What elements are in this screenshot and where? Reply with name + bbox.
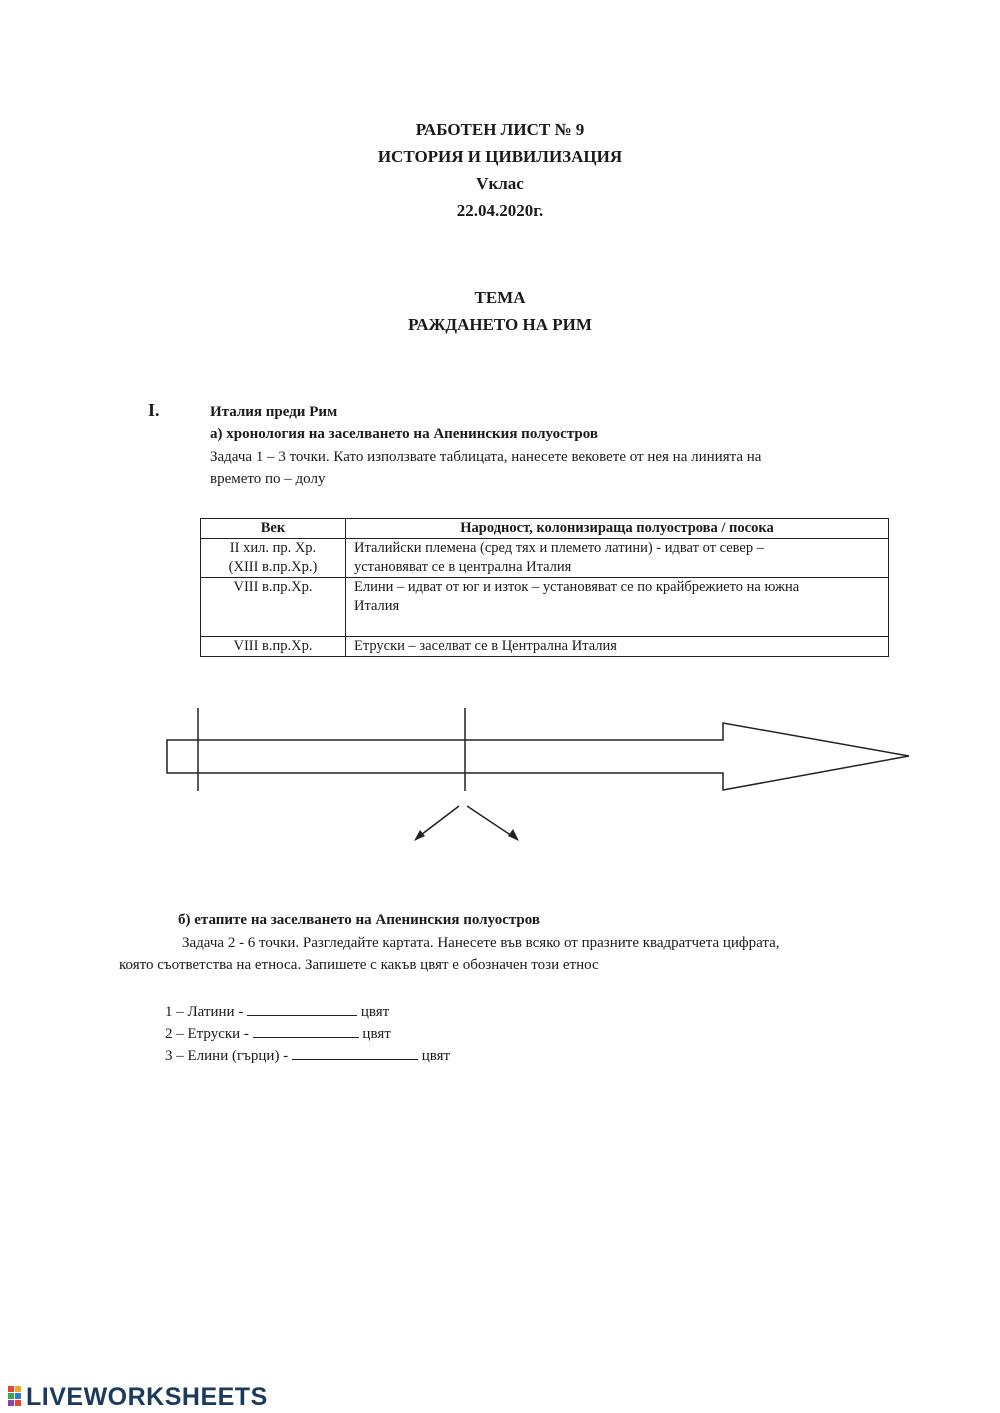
answer-label: 3 – Елини (гърци) -	[165, 1048, 292, 1064]
table-header-row	[201, 519, 889, 539]
answer-label: 2 – Етруски -	[165, 1026, 253, 1042]
answer-line-latini	[165, 1001, 389, 1021]
task1-text-line1: Задача 1 – 3 точки. Като използвате таблицата, нанесете вековете от нея на линията на	[210, 449, 762, 465]
timeline-arrow	[167, 723, 909, 790]
table-row	[201, 539, 889, 578]
answer-suffix: цвят	[417, 1048, 451, 1064]
answer-blank[interactable]	[253, 1023, 359, 1038]
chronology-table	[200, 518, 889, 657]
subsection-a-heading: а) хронология на заселването на Апенинския полуостров	[210, 426, 598, 442]
task2-text-line2: която съответства на етноса. Запишете с какъв цвят е обозначен този етнос	[119, 957, 599, 973]
people-cell	[346, 578, 889, 637]
century-text: (XIII в.пр.Хр.)	[228, 559, 318, 575]
section-numeral: I.	[148, 400, 160, 420]
answer-line-etruscans	[165, 1023, 391, 1043]
century-cell	[201, 578, 346, 637]
task1-text-line2: времето по – долу	[210, 471, 326, 487]
worksheet-number: РАБОТЕН ЛИСТ № 9	[415, 120, 585, 139]
people-text: Италия	[354, 598, 400, 614]
task2-text-line1: Задача 2 - 6 точки. Разгледайте картата. Нанесете във всяко от празните квадратчета цифрата,	[182, 935, 780, 951]
subsection-b-heading: б) етапите на заселването на Апенинския полуостров	[178, 912, 540, 928]
branch-arrow-right	[467, 806, 515, 838]
people-cell	[346, 637, 889, 657]
century-text: VIII в.пр.Хр.	[233, 579, 313, 595]
branch-arrowhead-left	[414, 830, 425, 841]
answer-suffix: цвят	[357, 1004, 390, 1020]
date-label: 22.04.2020г.	[456, 201, 544, 220]
answer-suffix: цвят	[358, 1026, 391, 1042]
people-text: Елини – идват от юг и изток – установяват се по крайбрежието на южна	[354, 579, 800, 595]
topic-label: ТЕМА	[474, 288, 526, 307]
topic-title: РАЖДАНЕТО НА РИМ	[408, 315, 592, 334]
century-text: VIII в.пр.Хр.	[233, 638, 313, 654]
subject-title: ИСТОРИЯ И ЦИВИЛИЗАЦИЯ	[377, 147, 623, 166]
people-cell	[346, 539, 889, 578]
answer-blank[interactable]	[292, 1045, 418, 1060]
grade-label: Vклас	[476, 174, 524, 193]
people-text: Етруски – заселват се в Централна Италия	[354, 638, 617, 654]
answer-label: 1 – Латини -	[165, 1004, 248, 1020]
answer-blank[interactable]	[247, 1001, 357, 1016]
column-header-people: Народност, колонизираща полуострова / посока	[346, 519, 889, 539]
liveworksheets-logo-text[interactable]: LIVEWORKSHEETS	[26, 1383, 268, 1411]
century-cell	[201, 539, 346, 578]
century-cell	[201, 637, 346, 657]
century-text: II хил. пр. Хр.	[229, 540, 317, 556]
branch-arrowhead-right	[508, 829, 519, 841]
people-text: Италийски племена (сред тях и племето латини) - идват от север –	[354, 540, 764, 556]
section-heading: Италия преди Рим	[210, 404, 338, 420]
column-header-century: Век	[201, 519, 346, 539]
answer-line-greeks	[165, 1045, 450, 1065]
branch-arrow-left	[417, 806, 459, 838]
table-row	[201, 578, 889, 637]
people-text: установяват се в централна Италия	[354, 559, 572, 575]
table-row	[201, 637, 889, 657]
timeline-diagram	[0, 700, 1000, 850]
